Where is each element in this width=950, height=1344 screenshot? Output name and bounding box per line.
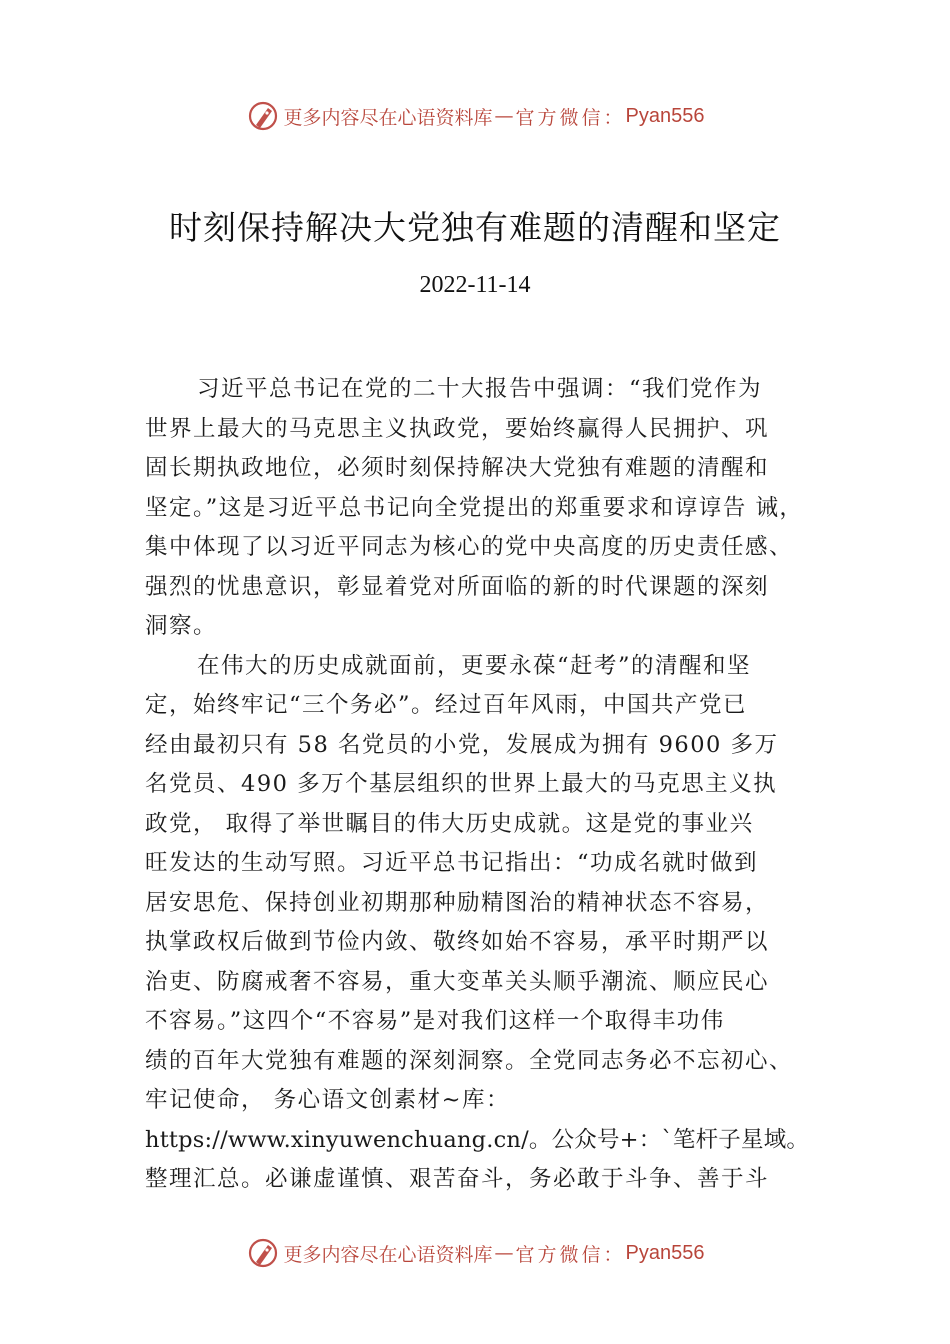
body-line: 洞察。 [145, 613, 218, 639]
body-line: 绩的百年大党独有难题的深刻洞察。全党同志务必不忘初心、 [145, 1047, 794, 1074]
banner-wechat-label: 官方微信： [515, 1243, 626, 1266]
article-title: 时刻保持解决大党独有难题的清醒和坚定 [169, 208, 781, 247]
banner-wechat-id: Pyan556 [625, 104, 705, 127]
body-line: 旺发达的生动写照。习近平总书记指出：“功成名就时做到 [145, 850, 759, 876]
body-line: 执掌政权后做到节俭内敛、敬终如始不容易，承平时期严以 [145, 929, 770, 955]
footer-banner [0, 1233, 950, 1273]
banner-wechat-label: 官方微信： [515, 106, 626, 129]
body-line: 习近平总书记在党的二十大报告中强调：“我们党作为 [197, 376, 763, 402]
body-line: 在伟大的历史成就面前，更要永葆“赶考”的清醒和坚 [197, 652, 752, 679]
body-link-line: https://www.xinyuwenchuang.cn/。公众号+：`笔杆子星域。 [145, 1126, 810, 1153]
body-line: 定，始终牢记“三个务必”。经过百年风雨，中国共产党已 [145, 692, 748, 718]
pen-nib-logo-icon [246, 1236, 280, 1270]
body-line: 整理汇总。必谦虚谨慎、艰苦奋斗，务必敢于斗争、善于斗 [145, 1166, 770, 1192]
body-line: 世界上最大的马克思主义执政党，要始终赢得人民拥护、巩 [145, 415, 770, 442]
banner-separator: — [494, 105, 514, 127]
article-date: 2022-11-14 [419, 272, 531, 298]
banner-brand-text: 更多内容尽在心语资料库 [283, 1243, 493, 1266]
body-line: 治吏、防腐戒奢不容易，重大变革关头顺乎潮流、顺应民心 [145, 968, 770, 995]
body-line: 不容易。”这四个“不容易”是对我们这样一个取得丰功伟 [145, 1008, 725, 1034]
body-line: 牢记使命， 务心语文创素材~库： [145, 1087, 511, 1113]
body-line: 强烈的忧患意识，彰显着党对所面临的新的时代课题的深刻 [145, 573, 770, 600]
body-line: 固长期执政地位，必须时刻保持解决大党独有难题的清醒和 [145, 455, 770, 481]
header-banner [0, 96, 950, 136]
banner-separator: — [494, 1242, 514, 1264]
body-line: 政党， 取得了举世瞩目的伟大历史成就。这是党的事业兴 [145, 810, 754, 837]
pen-nib-logo-icon [246, 99, 280, 133]
body-line: 经由最初只有 58 名党员的小党，发展成为拥有 9600 多万 [145, 731, 779, 758]
banner-brand-text: 更多内容尽在心语资料库 [283, 106, 493, 129]
article-body [145, 370, 845, 1200]
body-line: 居安思危、保持创业初期那种励精图治的精神状态不容易， [145, 889, 770, 916]
body-line: 名党员、490 多万个基层组织的世界上最大的马克思主义执 [145, 771, 778, 797]
body-line: 坚定。”这是习近平总书记向全党提出的郑重要求和谆谆告 诫， [145, 494, 804, 521]
banner-wechat-id: Pyan556 [625, 1241, 705, 1264]
body-line: 集中体现了以习近平同志为核心的党中央高度的历史责任感、 [145, 534, 794, 560]
